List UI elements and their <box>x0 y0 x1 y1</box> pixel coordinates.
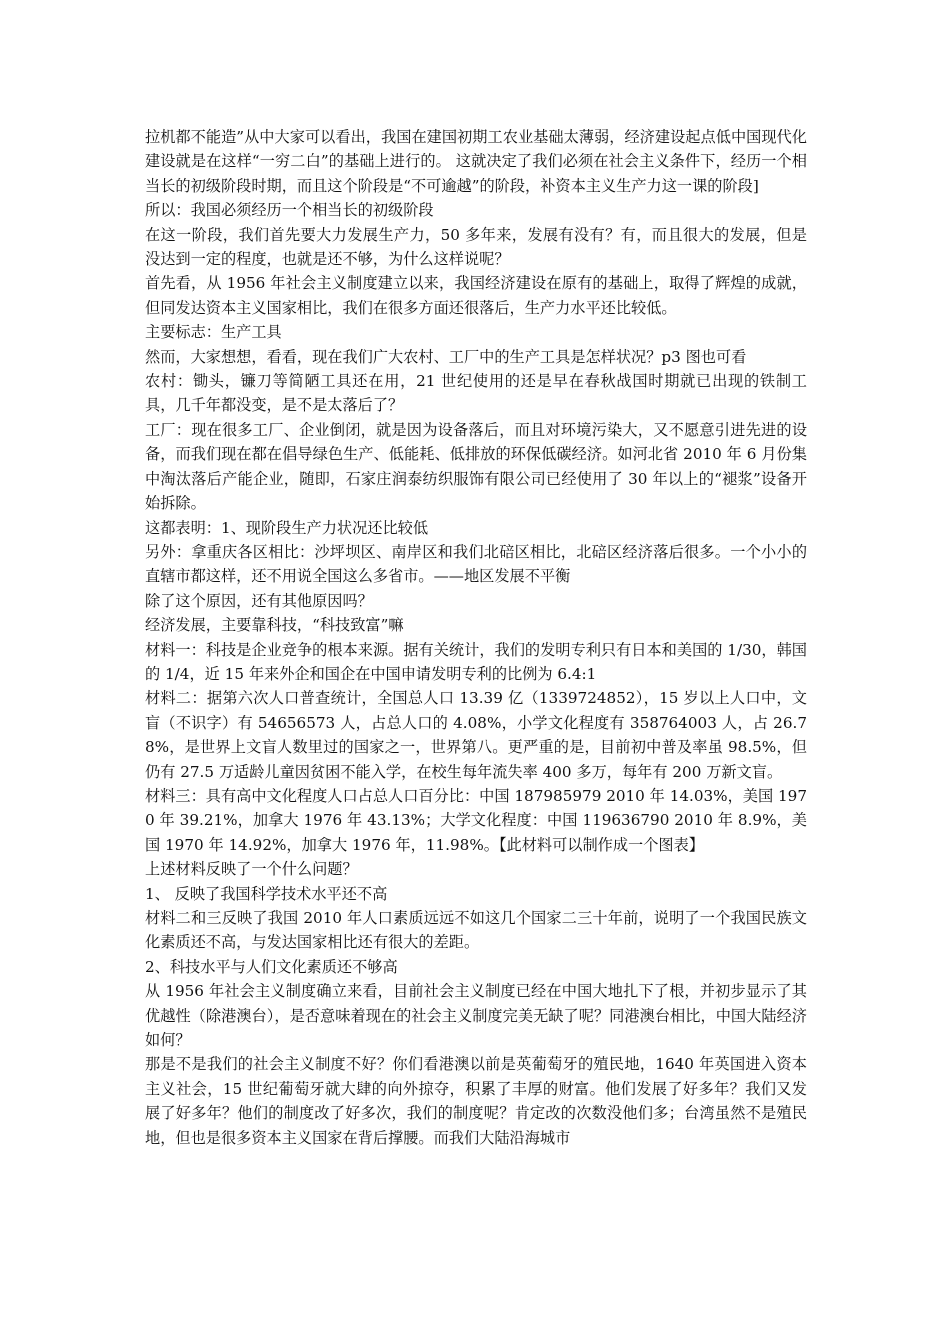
paragraph: 1、 反映了我国科学技术水平还不高 <box>145 884 388 903</box>
paragraph: 材料二：据第六次人口普查统计，全国总人口 13.39 亿（1339724852），15 岁以上人口中，文盲（不识字）有 54656573 人，占总人口的 4.08%，小学文化程度有 358764003 人，占 26.78%，是世界上文盲人数里过的国家之一，世界第八。更严重的是，目前初中普及率虽 98.5%，但仍有 27.5 万适龄儿童因贫困不能入学，在校生每年流失率 400 多万，每年有 200 万新文盲。 <box>145 689 807 781</box>
paragraph: 然而，大家想想，看看，现在我们广大农村、工厂中的生产工具是怎样状况？p3 图也可看 <box>145 347 747 366</box>
paragraph: 工厂：现在很多工厂、企业倒闭，就是因为设备落后，而且对环境污染大，又不愿意引进先进的设备，而我们现在都在倡导绿色生产、低能耗、低排放的环保低碳经济。如河北省 2010 年 6 月份集中淘汰落后产能企业，随即，石家庄润泰纺织服饰有限公司已经使用了 30 年以上的“褪浆”设备开始拆除。 <box>145 420 807 513</box>
paragraph: 2、科技水平与人们文化素质还不够高 <box>145 957 398 976</box>
paragraph: 那是不是我们的社会主义制度不好？你们看港澳以前是英葡萄牙的殖民地，1640 年英国进入资本主义社会，15 世纪葡萄牙就大肆的向外掠夺，积累了丰厚的财富。他们发展了好多年？我们又发展了好多年？他们的制度改了好多次，我们的制度呢？肯定改的次数没他们多；台湾虽然不是殖民地，但也是很多资本主义国家在背后撑腰。而我们大陆沿海城市 <box>145 1055 807 1147</box>
paragraph: 材料三：具有高中文化程度人口占总人口百分比：中国 187985979 2010 年 14.03%，美国 1970 年 39.21%，加拿大 1976 年 43.13%；大学文化程度：中国 119636790 2010 年 8.9%，美国 1970 年 14.92%，加拿大 1976 年，11.98%。【此材料可以制作成一个图表】 <box>145 786 807 854</box>
paragraph: 在这一阶段，我们首先要大力发展生产力，50 多年来，发展有没有？有，而且很大的发展，但是没达到一定的程度，也就是还不够，为什么这样说呢？ <box>145 225 807 269</box>
paragraph: 拉机都不能造”从中大家可以看出，我国在建国初期工农业基础太薄弱，经济建设起点低中国现代化建设就是在这样“一穷二白”的基础上进行的。 这就决定了我们必须在社会主义条件下，经历一个相当长的初级阶段时期，而且这个阶段是“不可逾越”的阶段，补资本主义生产力这一课的阶段] <box>145 128 807 195</box>
document-page <box>145 125 807 1150</box>
paragraph: 经济发展，主要靠科技，“科技致富”嘛 <box>145 616 404 635</box>
paragraph: 从 1956 年社会主义制度确立来看，目前社会主义制度已经在中国大地扎下了根，并初步显示了其优越性（除港澳台），是否意味着现在的社会主义制度完美无缺了呢？同港澳台相比，中国大陆经济如何？ <box>145 982 807 1050</box>
paragraph: 所以：我国必须经历一个相当长的初级阶段 <box>145 201 434 220</box>
paragraph: 主要标志：生产工具 <box>145 323 282 342</box>
paragraph: 首先看，从 1956 年社会主义制度建立以来，我国经济建设在原有的基础上，取得了辉煌的成就，但同发达资本主义国家相比，我们在很多方面还很落后，生产力水平还比较低。 <box>145 274 807 317</box>
paragraph: 农村：锄头，镰刀等简陋工具还在用，21 世纪使用的还是早在春秋战国时期就已出现的铁制工具，几千年都没变，是不是太落后了？ <box>145 372 807 415</box>
paragraph: 材料一：科技是企业竞争的根本来源。据有关统计，我们的发明专利只有日本和美国的 1/30，韩国的 1/4，近 15 年来外企和国企在中国申请发明专利的比例为 6.4:1 <box>145 640 807 683</box>
paragraph: 材料二和三反映了我国 2010 年人口素质远远不如这几个国家二三十年前，说明了一个我国民族文化素质还不高，与发达国家相比还有很大的差距。 <box>145 909 807 952</box>
paragraph: 上述材料反映了一个什么问题？ <box>145 860 358 879</box>
paragraph: 这都表明：1、现阶段生产力状况还比较低 <box>145 518 429 537</box>
paragraph: 另外：拿重庆各区相比：沙坪坝区、南岸区和我们北碚区相比，北碚区经济落后很多。一个小小的直辖市都这样，还不用说全国这么多省市。——地区发展不平衡 <box>145 542 807 586</box>
paragraph: 除了这个原因，还有其他原因吗？ <box>145 591 373 610</box>
